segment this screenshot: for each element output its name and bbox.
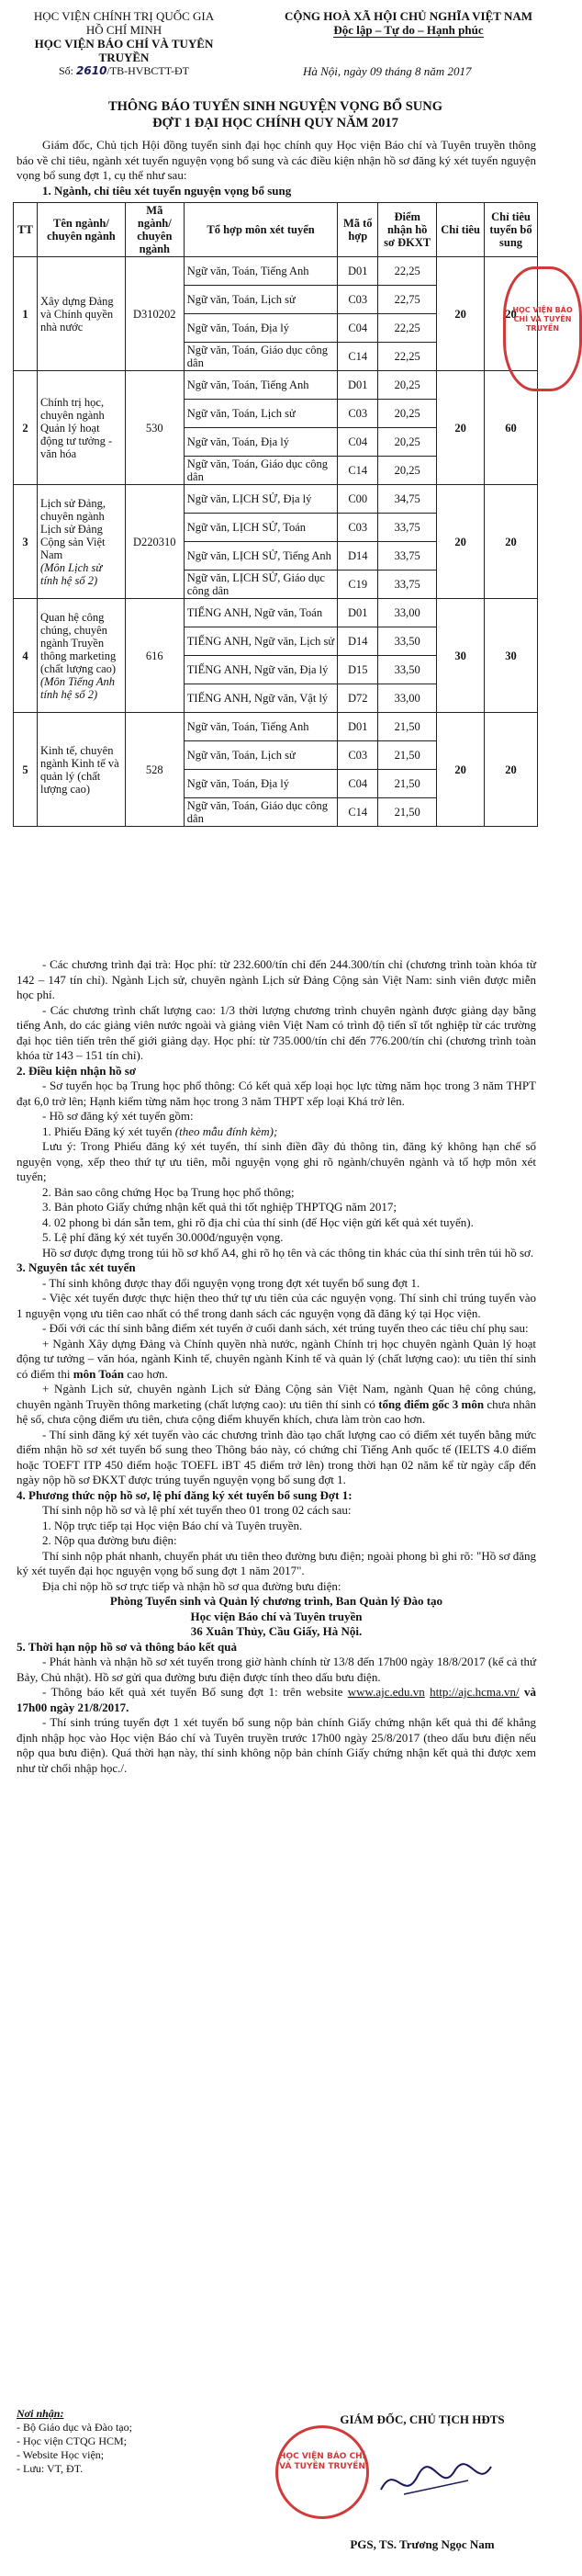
s4-item-1: 1. Nộp trực tiếp tại Học viện Báo chí và Tuyên truyền.	[42, 1518, 303, 1532]
national-header	[275, 9, 542, 38]
intro-paragraph: Giám đốc, Chủ tịch Hội đồng tuyển sinh đại học chính quy Học viện Báo chí và Tuyên truyền thông báo về chỉ tiêu, ngành xét tuyển nguyện vọng bổ sung và các điều kiện nhận hồ sơ đăng ký xét tuyển nguyện vọng bổ sung đợt 1, cụ thể như sau: 1. Ngành, chỉ tiêu xét tuyển nguyện vọng bổ sung	[17, 138, 536, 198]
cell-quota-add: 20	[485, 257, 538, 371]
cell-score: 33,00	[378, 599, 437, 627]
cell-combo: Ngữ văn, LỊCH SỬ, Tiếng Anh	[184, 542, 338, 571]
s4-item-0: Thí sinh nộp hồ sơ và lệ phí xét tuyển theo 01 trong 02 cách sau:	[42, 1503, 352, 1517]
s2-item-4: 2. Bản sao công chứng Học bạ Trung học phổ thông;	[42, 1184, 295, 1199]
section-2-heading: 2. Điều kiện nhận hồ sơ	[17, 1063, 137, 1078]
cell-combo: Ngữ văn, LỊCH SỬ, Giáo dục công dân	[184, 571, 338, 599]
th-tt: TT	[14, 203, 38, 257]
signer-name: PGS, TS. Trương Ngọc Nam	[350, 2537, 495, 2551]
cell-combo: Ngữ văn, Toán, Địa lý	[184, 428, 338, 457]
cell-tt: 3	[14, 485, 38, 599]
signer-role: GIÁM ĐỐC, CHỦ TỊCH HĐTS	[340, 2412, 505, 2426]
s2-item-0: - Sơ tuyển học bạ Trung học phổ thông: Có kết quả xếp loại học lực từng năm học trong 3 năm THPT đạt 6,0 trở lên; Hạnh kiểm từng năm học trong 3 năm THPT xếp loại Khá trở lên.	[17, 1079, 536, 1108]
table-row	[14, 713, 538, 741]
th-combo: Tổ hợp môn xét tuyển	[184, 203, 338, 257]
cell-score: 34,75	[378, 485, 437, 514]
signature-scribble	[376, 2453, 496, 2508]
cell-combo: Ngữ văn, Toán, Lịch sử	[184, 400, 338, 428]
cell-score: 20,25	[378, 400, 437, 428]
cell-combo-code: D01	[338, 257, 378, 286]
cell-score: 22,25	[378, 257, 437, 286]
table-row	[14, 257, 538, 286]
s3-item-3: + Ngành Xây dựng Đảng và Chính quyền nhà nước, ngành Chính trị học chuyên ngành Quản lý hoạt động tư tưởng – văn hóa, ngành Kinh tế, chuyên ngành Kinh tế và quản lý (chất lượng cao): ưu tiên thí sinh có điểm thi môn Toán cao hơn.	[17, 1336, 536, 1381]
th-name: Tên ngành/ chuyên ngành	[37, 203, 125, 257]
cell-program-name: Quan hệ công chúng, chuyên ngành Truyền thông marketing (chất lượng cao) (Môn Tiếng Anh tính hệ số 2)	[37, 599, 125, 713]
cell-combo-code: D01	[338, 371, 378, 400]
cell-program-code: D220310	[125, 485, 184, 599]
cell-combo: Ngữ văn, Toán, Địa lý	[184, 770, 338, 798]
s3-item-5: - Thí sinh đăng ký xét tuyển vào các chương trình đào tạo chất lượng cao có điểm xét tuyển bằng mức điểm nhận hồ sơ xét tuyển bổ sung theo Thông báo này, có chứng chỉ Tiếng Anh quốc tế (IELTS 4.0 điểm hoặc TOEFT ITP 450 điểm hoặc TOEFL iBT 45 điểm trở lên) trong thời hạn 02 năm kể từ ngày cấp đến ngày nộp hồ sơ ĐKXT được trúng tuyển nguyện vọng bổ sung đợt 1.	[17, 1427, 536, 1486]
cell-score: 33,75	[378, 514, 437, 542]
document-number: Số: 2610/TB-HVBCTT-ĐT	[59, 64, 189, 77]
cell-score: 22,25	[378, 314, 437, 343]
cell-quota-add: 20	[485, 713, 538, 827]
cell-combo: Ngữ văn, Toán, Lịch sử	[184, 286, 338, 314]
s5-item-0: - Phát hành và nhận hồ sơ xét tuyển trong giờ hành chính từ 13/8 đến 17h00 ngày 18/8/2017 (kể cả thứ Bảy, Chủ nhật). Hồ sơ gửi qua đường bưu điện được tính theo dấu bưu điện.	[17, 1655, 536, 1684]
cell-program-code: 528	[125, 713, 184, 827]
cell-combo: Ngữ văn, Toán, Địa lý	[184, 314, 338, 343]
org-line-1: HỌC VIỆN CHÍNH TRỊ QUỐC GIA	[33, 9, 215, 23]
cell-combo-code: C03	[338, 514, 378, 542]
cell-program-code: D310202	[125, 257, 184, 371]
table-header-row	[14, 203, 538, 257]
agency-header	[9, 9, 239, 78]
th-combo-code: Mã tổ hợp	[338, 203, 378, 257]
recipients-title: Nơi nhận:	[17, 2407, 64, 2420]
cell-score: 21,50	[378, 741, 437, 770]
table-row	[14, 599, 538, 627]
cell-score: 33,50	[378, 656, 437, 684]
fees-regular: - Các chương trình đại trà: Học phí: từ 232.600/tín chỉ đến 244.300/tín chỉ (chương trình toàn khóa từ 142 – 147 tín chỉ). Ngành Lịch sử, chuyên ngành Lịch sử Đảng Cộng sản Việt Nam: sinh viên được miễn học phí.	[17, 957, 536, 1001]
cell-score: 33,75	[378, 571, 437, 599]
s2-item-8: Hồ sơ được đựng trong túi hồ sơ khổ A4, ghi rõ họ tên và các thông tin khác của thí sinh trên túi hồ sơ.	[42, 1245, 534, 1260]
cell-combo: Ngữ văn, Toán, Giáo dục công dân	[184, 457, 338, 485]
address-line-3: 36 Xuân Thủy, Cầu Giấy, Hà Nội.	[190, 1624, 363, 1638]
cell-program-name: Chính trị học, chuyên ngành Quản lý hoạt động tư tưởng - văn hóa	[37, 371, 125, 485]
table-body	[14, 257, 538, 827]
cell-program-name: Xây dựng Đảng và Chính quyền nhà nước	[37, 257, 125, 371]
recipient-item: - Học viện CTQG HCM;	[17, 2435, 127, 2447]
country-name: CỘNG HOÀ XÃ HỘI CHỦ NGHĨA VIỆT NAM	[284, 9, 533, 23]
cell-quota: 20	[437, 485, 485, 599]
section-1-heading: 1. Ngành, chỉ tiêu xét tuyển nguyện vọng bổ sung	[42, 183, 292, 198]
program-note: (Môn Tiếng Anh tính hệ số 2)	[39, 674, 116, 701]
s4-item-3: Thí sinh nộp phát nhanh, chuyển phát ưu tiên theo đường bưu điện; ngoài phong bì ghi rõ: "Hồ sơ đăng ký xét tuyển đại học nguyện vọng bổ sung đợt 1 năm 2017".	[17, 1548, 536, 1577]
cell-combo-code: C14	[338, 343, 378, 371]
s3-item-4: + Ngành Lịch sử, chuyên ngành Lịch sử Đảng Cộng sản Việt Nam, ngành Quan hệ công chúng, chuyên ngành Truyền thông marketing (chất lượng cao): ưu tiên thí sinh có tổng điểm gốc 3 môn chưa nhân hệ số, chưa cộng điểm ưu tiên, chưa cộng điểm khuyến khích, chưa làm tròn cao hơn.	[17, 1382, 537, 1426]
cell-score: 20,25	[378, 371, 437, 400]
cell-combo-code: C04	[338, 314, 378, 343]
fees-high-quality: - Các chương trình chất lượng cao: 1/3 thời lượng chương trình chuyên ngành được giảng dạy bằng tiếng Anh, do các giảng viên nước ngoài và giảng viên Việt Nam có trình độ tiến sĩ tốt nghiệp từ các trường đại học tiên tiến trên thế giới giảng dạy. Học phí: từ 735.000/tín chỉ đến 776.200/tín chỉ (chương trình toàn khóa từ 143 – 151 tín chỉ).	[17, 1002, 536, 1062]
cell-score: 22,75	[378, 286, 437, 314]
cell-combo-code: C14	[338, 457, 378, 485]
official-seal-bottom: HỌC VIỆN BÁO CHÍ VÀ TUYÊN TRUYỀN	[275, 2425, 369, 2519]
s2-item-5: 3. Bản photo Giấy chứng nhận kết quả thi tốt nghiệp THPTQG năm 2017;	[42, 1200, 397, 1214]
handwritten-number: 2610	[76, 64, 107, 77]
table-row	[14, 371, 538, 400]
section-4-heading: 4. Phương thức nộp hồ sơ, lệ phí đăng ký xét tuyển bổ sung Đợt 1:	[17, 1487, 353, 1502]
admission-table	[13, 202, 538, 827]
s5-item-1: - Thông báo kết quả xét tuyển Bổ sung đợt 1: trên website www.ajc.edu.vn http://ajc.hcma.vn/ và 17h00 ngày 21/8/2017.	[17, 1685, 537, 1714]
cell-score: 33,00	[378, 684, 437, 713]
cell-combo: Ngữ văn, Toán, Giáo dục công dân	[184, 343, 338, 371]
cell-quota: 20	[437, 713, 485, 827]
cell-combo-code: C14	[338, 798, 378, 827]
cell-combo-code: D14	[338, 627, 378, 656]
th-quota-add: Chỉ tiêu tuyển bổ sung	[485, 203, 538, 257]
program-note: (Môn Lịch sử tính hệ số 2)	[39, 560, 103, 587]
cell-score: 21,50	[378, 798, 437, 827]
cell-combo-code: D01	[338, 599, 378, 627]
table-row	[14, 485, 538, 514]
s2-item-6: 4. 02 phong bì dán sẵn tem, ghi rõ địa chỉ của thí sinh (để Học viện gửi kết quả xét tuyển).	[42, 1215, 474, 1229]
cell-combo: Ngữ văn, Toán, Tiếng Anh	[184, 371, 338, 400]
cell-combo-code: D15	[338, 656, 378, 684]
s2-item-7: 5. Lệ phí đăng ký xét tuyển 30.000đ/nguyện vọng.	[42, 1230, 284, 1244]
cell-combo: Ngữ văn, Toán, Tiếng Anh	[184, 713, 338, 741]
s2-item-2: 1. Phiếu Đăng ký xét tuyển (theo mẫu đính kèm);	[42, 1124, 278, 1138]
org-line-2: HỒ CHÍ MINH	[85, 23, 162, 37]
cell-combo-code: C04	[338, 770, 378, 798]
cell-score: 22,25	[378, 343, 437, 371]
ajc-link[interactable]: http://ajc.hcma.vn/	[430, 1685, 520, 1699]
cell-combo-code: C00	[338, 485, 378, 514]
cell-tt: 1	[14, 257, 38, 371]
website-link[interactable]: www.ajc.edu.vn	[347, 1685, 425, 1699]
s4-item-4: Địa chỉ nộp hồ sơ trực tiếp và nhận hồ sơ qua đường bưu điện:	[42, 1578, 341, 1593]
cell-quota-add: 20	[485, 485, 538, 599]
s3-item-0: - Thí sinh không được thay đổi nguyện vọng trong đợt xét tuyển bổ sung đợt 1.	[42, 1275, 420, 1290]
th-quota: Chỉ tiêu	[437, 203, 485, 257]
cell-combo: Ngữ văn, Toán, Tiếng Anh	[184, 257, 338, 286]
cell-combo: Ngữ văn, Toán, Lịch sử	[184, 741, 338, 770]
cell-program-name: Lịch sử Đảng, chuyên ngành Lịch sử Đảng Cộng sản Việt Nam (Môn Lịch sử tính hệ số 2)	[37, 485, 125, 599]
issue-date: Hà Nội, ngày 09 tháng 8 năm 2017	[303, 64, 472, 78]
cell-score: 20,25	[378, 428, 437, 457]
fees-block	[17, 957, 536, 1776]
cell-quota-add: 30	[485, 599, 538, 713]
cell-combo: TIẾNG ANH, Ngữ văn, Toán	[184, 599, 338, 627]
address-line-1: Phòng Tuyển sinh và Quản lý chương trình, Ban Quản lý Đào tạo	[109, 1594, 443, 1608]
cell-program-code: 616	[125, 599, 184, 713]
cell-score: 33,50	[378, 627, 437, 656]
s4-item-2: 2. Nộp qua đường bưu điện:	[42, 1533, 177, 1547]
recipient-item: - Bộ Giáo dục và Đào tạo;	[17, 2421, 132, 2434]
cell-combo-code: D14	[338, 542, 378, 571]
cell-score: 20,25	[378, 457, 437, 485]
cell-quota-add: 60	[485, 371, 538, 485]
notice-title-line-2: ĐỢT 1 ĐẠI HỌC CHÍNH QUY NĂM 2017	[152, 116, 398, 130]
notice-title-line-1: THÔNG BÁO TUYỂN SINH NGUYỆN VỌNG BỔ SUNG	[107, 99, 443, 114]
cell-combo: TIẾNG ANH, Ngữ văn, Địa lý	[184, 656, 338, 684]
cell-tt: 2	[14, 371, 38, 485]
s3-item-2: - Đối với các thí sinh bằng điểm xét tuyển ở cuối danh sách, xét trúng tuyển theo các tiêu chí phụ sau:	[42, 1321, 529, 1335]
s2-item-1: - Hồ sơ đăng ký xét tuyển gồm:	[42, 1109, 194, 1123]
cell-tt: 4	[14, 599, 38, 713]
section-5-heading: 5. Thời hạn nộp hồ sơ và thông báo kết quả	[17, 1639, 237, 1654]
cell-tt: 5	[14, 713, 38, 827]
cell-combo-code: D01	[338, 713, 378, 741]
address-line-2: Học viện Báo chí và Tuyên truyền	[190, 1609, 363, 1623]
cell-quota: 20	[437, 371, 485, 485]
cell-program-name: Kinh tế, chuyên ngành Kinh tế và quản lý (chất lượng cao)	[37, 713, 125, 827]
th-code: Mã ngành/ chuyên ngành	[125, 203, 184, 257]
cell-quota: 30	[437, 599, 485, 713]
cell-score: 21,50	[378, 770, 437, 798]
motto: Độc lập – Tự do – Hạnh phúc	[333, 23, 484, 37]
s5-item-2: - Thí sinh trúng tuyển đợt 1 xét tuyển bổ sung nộp bản chính Giấy chứng nhận kết quả thi để khẳng định nhập học vào Học viện Báo chí và Tuyên truyền trước 17h00 ngày 25/8/2017 (theo dấu bưu điện nếu nộp qua bưu điện). Quá thời hạn này, thí sinh không nộp bản chính Giấy chứng nhận kết quả thi được xem như từ chối nhập học./.	[17, 1715, 536, 1775]
cell-combo: Ngữ văn, LỊCH SỬ, Toán	[184, 514, 338, 542]
cell-combo-code: D72	[338, 684, 378, 713]
cell-combo: Ngữ văn, Toán, Giáo dục công dân	[184, 798, 338, 827]
org-line-3: HỌC VIỆN BÁO CHÍ VÀ TUYÊN TRUYỀN	[34, 37, 214, 64]
cell-combo: TIẾNG ANH, Ngữ văn, Lịch sử	[184, 627, 338, 656]
cell-score: 33,75	[378, 542, 437, 571]
section-3-heading: 3. Nguyên tắc xét tuyển	[17, 1260, 136, 1274]
official-seal-margin: HỌC VIỆN BÁO CHÍ VÀ TUYÊN TRUYỀN	[503, 266, 582, 391]
cell-combo-code: C03	[338, 400, 378, 428]
recipient-item: - Lưu: VT, ĐT.	[17, 2462, 84, 2475]
cell-combo-code: C03	[338, 741, 378, 770]
cell-quota: 20	[437, 257, 485, 371]
cell-combo-code: C04	[338, 428, 378, 457]
s2-item-3: Lưu ý: Trong Phiếu đăng ký xét tuyển, thí sinh điền đầy đủ thông tin, đăng ký không hạn chế số nguyện vọng, xếp theo thứ tự ưu tiên, mỗi nguyện vọng ghi rõ ngành/chuyên ngành và tổ hợp môn xét tuyển;	[17, 1139, 536, 1183]
cell-combo-code: C19	[338, 571, 378, 599]
recipients-block	[17, 2407, 132, 2476]
th-score: Điểm nhận hồ sơ ĐKXT	[378, 203, 437, 257]
cell-combo: TIẾNG ANH, Ngữ văn, Vật lý	[184, 684, 338, 713]
cell-combo: Ngữ văn, LỊCH SỬ, Địa lý	[184, 485, 338, 514]
recipient-item: - Website Học viện;	[17, 2448, 105, 2461]
cell-score: 21,50	[378, 713, 437, 741]
s3-item-1: - Việc xét tuyển được thực hiện theo thứ tự ưu tiên của các nguyện vọng. Thí sinh chỉ trúng tuyển vào 1 nguyện vọng ưu tiên cao nhất có thể trong danh sách các nguyện vọng đã đăng ký tại Học viện.	[17, 1291, 536, 1320]
cell-program-code: 530	[125, 371, 184, 485]
cell-combo-code: C03	[338, 286, 378, 314]
